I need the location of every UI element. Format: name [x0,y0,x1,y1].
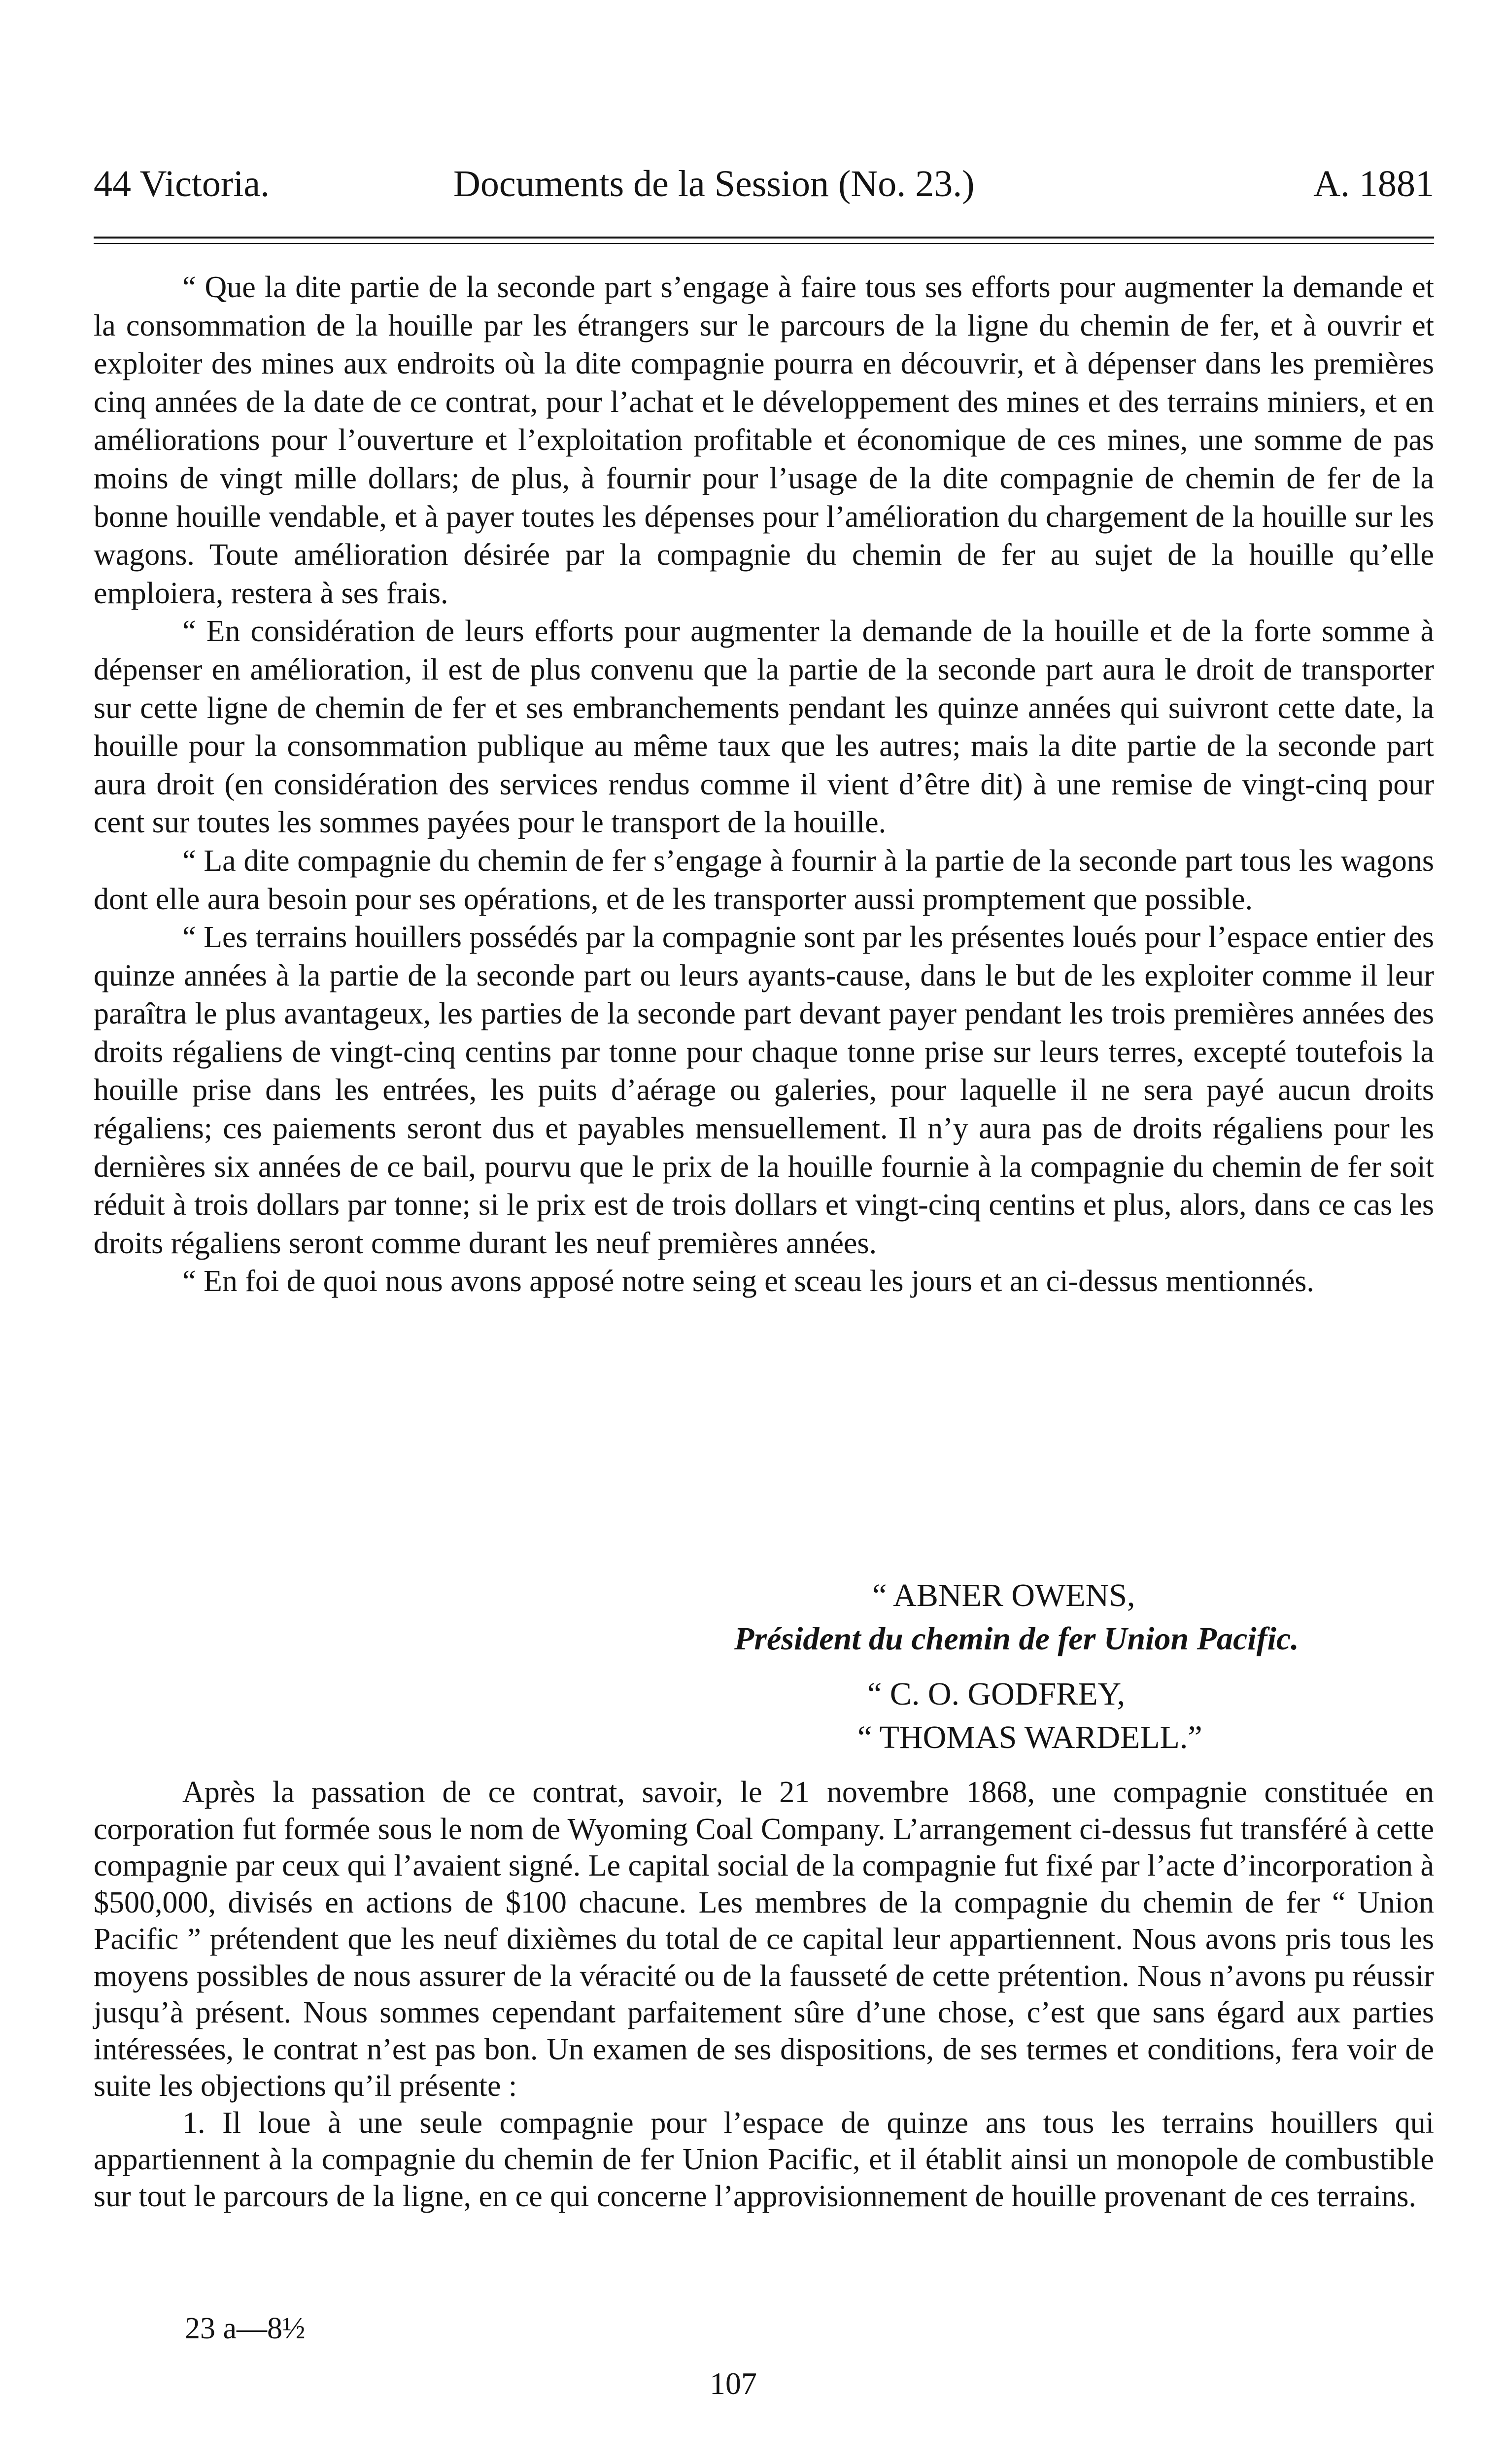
sheet-reference: 23 a—8½ [185,2312,306,2345]
paragraph: “ Que la dite partie de la seconde part s’engage à faire tous ses efforts pour augmenter la demande et la consommation de la houille par les étrangers sur le parcours de la ligne du chemin de fer, et à ouvrir et exploiter des mines aux endroits où la dite compagnie pourra en découvrir, et à dépenser dans les premières cinq années de la date de ce contrat, pour l’achat et le développement des mines et des terrains miniers, et en améliorations pour l’ouverture et l’exploitation profitable et économique de ces mines, une somme de pas moins de vingt mille dollars; de plus, à fournir pour l’usage de la dite compagnie de chemin de fer de la bonne houille vendable, et à payer toutes les dépenses pour l’amélioration du chargement de la houille sur les wagons. Toute amélioration désirée par la compagnie du chemin de fer au sujet de la houille qu’elle emploiera, restera à ses frais. [94,271,1434,610]
page-number: 107 [710,2366,757,2401]
paragraph: “ La dite compagnie du chemin de fer s’engage à fournir à la partie de la seconde part tous les wagons dont elle aura besoin pour ses opérations, et de les transporter aussi promptement que possible. [94,844,1434,916]
paragraph: Après la passation de ce contrat, savoir, le 21 novembre 1868, une compagnie constituée en corporation fut formée sous le nom de Wyoming Coal Company. L’arrangement ci-dessus fut transféré à cette compagnie par ceux qui l’avaient signé. Le capital social de la compagnie fut fixé par l’acte d’incorporation à $500,000, divisés en actions de $100 chacune. Les membres de la compagnie du chemin de fer “ Union Pacific ” prétendent que les neuf dixièmes du total de ce capital leur appartiennent. Nous avons pris tous les moyens possibles de nous assurer de la véracité ou de la fausseté de cette prétention. Nous n’avons pu réussir jusqu’à présent. Nous sommes cependant parfaitement sûre d’une chose, c’est que sans égard aux parties intéressées, le contrat n’est pas bon. Un examen de ses dispositions, de ses termes et conditions, fera voir de suite les objections qu’il présente : [94,1776,1434,2103]
header-rule-thin [94,243,1434,244]
signature-wardell: “ THOMAS WARDELL.” [857,1719,1202,1755]
contract-text [94,269,1434,1301]
paragraph: “ Les terrains houillers possédés par la compagnie sont par les présentes loués pour l’espace entier des quinze années à la partie de la seconde part ou leurs ayants-cause, dans le but de les exploiter comme il leur paraîtra le plus avantageux, les parties de la seconde part devant payer pendant les trois premières années des droits régaliens de vingt-cinq centins par tonne pour chaque tonne prise sur leurs terres, excepté toutefois la houille prise dans les entrées, les puits d’aérage ou galeries, pour laquelle il ne sera payé aucun droits régaliens; ces paiements seront dus et payables mensuellement. Il n’y aura pas de droits régaliens pour les dernières six années de ce bail, pourvu que le prix de la houille fournie à la compagnie du chemin de fer soit réduit à trois dollars par tonne; si le prix est de trois dollars et vingt-cinq centins et plus, alors, dans ce cas les droits régaliens seront comme durant les neuf premières années. [94,921,1434,1260]
report-text [94,1774,1434,2215]
signature-owens: “ ABNER OWENS, [872,1577,1135,1613]
paragraph: “ En foi de quoi nous avons apposé notre seing et sceau les jours et an ci-dessus mentionnés. [182,1265,1314,1299]
signature-godfrey: “ C. O. GODFREY, [867,1676,1126,1712]
paragraph: “ En considération de leurs efforts pour augmenter la demande de la houille et de la forte somme à dépenser en amélioration, il est de plus convenu que la partie de la seconde part aura le droit de transporter sur cette ligne de chemin de fer et ses embranchements pendant les quinze années qui suivront cette date, la houille pour la consommation publique au même taux que les autres; mais la dite partie de la seconde part aura droit (en considération des services rendus comme il vient d’être dit) à une remise de vingt-cinq pour cent sur toutes les sommes payées pour le transport de la houille. [94,615,1434,840]
numbered-objection: 1. Il loue à une seule compagnie pour l’espace de quinze ans tous les terrains houillers qui appartiennent à la compagnie du chemin de fer Union Pacific, et il établit ainsi un monopole de combustible sur tout le parcours de la ligne, en ce qui concerne l’approvisionnement de houille provenant de ces terrains. [94,2106,1434,2213]
header-rule-thick [94,237,1434,239]
header-year: A. 1881 [1313,163,1434,205]
header-volume: 44 Victoria. [94,163,270,205]
header-title: Documents de la Session (No. 23.) [453,163,975,205]
signature-title: Président du chemin de fer Union Pacific. [734,1621,1299,1657]
running-header [94,163,1434,217]
